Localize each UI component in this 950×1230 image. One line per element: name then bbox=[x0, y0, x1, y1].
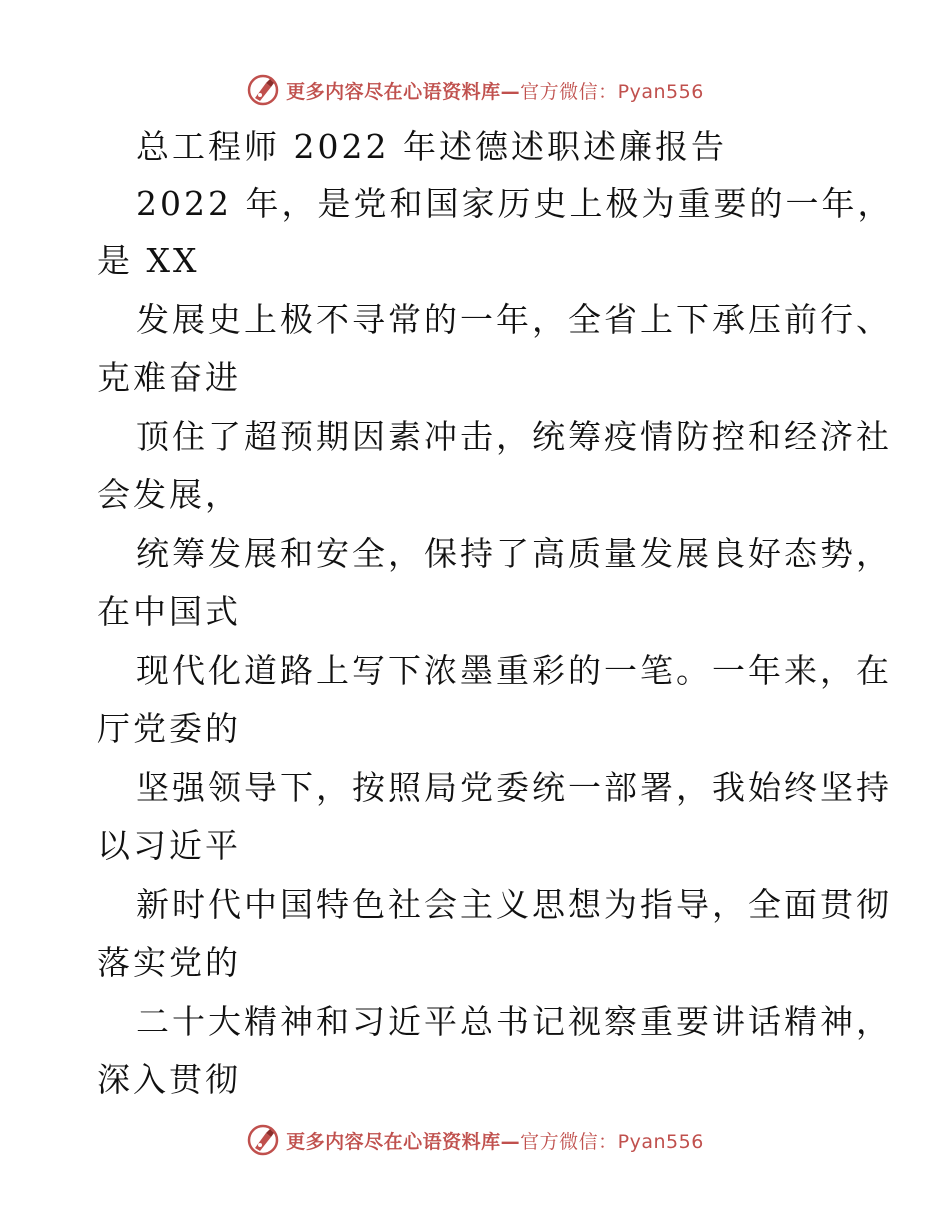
text-line: 以习近平 bbox=[97, 826, 241, 865]
text-line: 现代化道路上写下浓墨重彩的一笔。一年来，在 bbox=[136, 651, 892, 690]
header-banner bbox=[0, 70, 950, 110]
text-line: 会发展， bbox=[97, 475, 241, 514]
text-line: 深入贯彻 bbox=[97, 1060, 241, 1099]
text-line: 顶住了超预期因素冲击，统筹疫情防控和经济社 bbox=[136, 417, 892, 456]
banner-wechat-text: 官方微信：Pyan556 bbox=[520, 1130, 704, 1153]
banner-main-text: 更多内容尽在心语资料库— bbox=[286, 1130, 521, 1153]
text-line: 统筹发展和安全，保持了高质量发展良好态势， bbox=[136, 534, 892, 573]
text-line: 厅党委的 bbox=[97, 709, 241, 748]
text-line: 克难奋进 bbox=[97, 358, 241, 397]
footer-banner bbox=[0, 1120, 950, 1160]
text-line: 落实党的 bbox=[97, 943, 241, 982]
text-line: 是 XX bbox=[97, 241, 200, 280]
text-line: 在中国式 bbox=[97, 592, 241, 631]
text-line: 二十大精神和习近平总书记视察重要讲话精神， bbox=[136, 1002, 892, 1041]
banner-main-text: 更多内容尽在心语资料库— bbox=[286, 80, 521, 103]
banner-wechat-text: 官方微信：Pyan556 bbox=[520, 80, 704, 103]
pen-logo-icon bbox=[246, 73, 280, 107]
pen-logo-icon bbox=[246, 1123, 280, 1157]
text-line: 发展史上极不寻常的一年，全省上下承压前行、 bbox=[136, 300, 892, 339]
banner-text bbox=[286, 1127, 704, 1154]
document-title: 总工程师 2022 年述德述职述廉报告 bbox=[136, 127, 727, 166]
text-line: 2022 年，是党和国家历史上极为重要的一年， bbox=[136, 184, 894, 223]
text-line: 坚强领导下，按照局党委统一部署，我始终坚持 bbox=[136, 768, 892, 807]
text-line: 新时代中国特色社会主义思想为指导，全面贯彻 bbox=[136, 885, 892, 924]
banner-text bbox=[286, 77, 704, 104]
